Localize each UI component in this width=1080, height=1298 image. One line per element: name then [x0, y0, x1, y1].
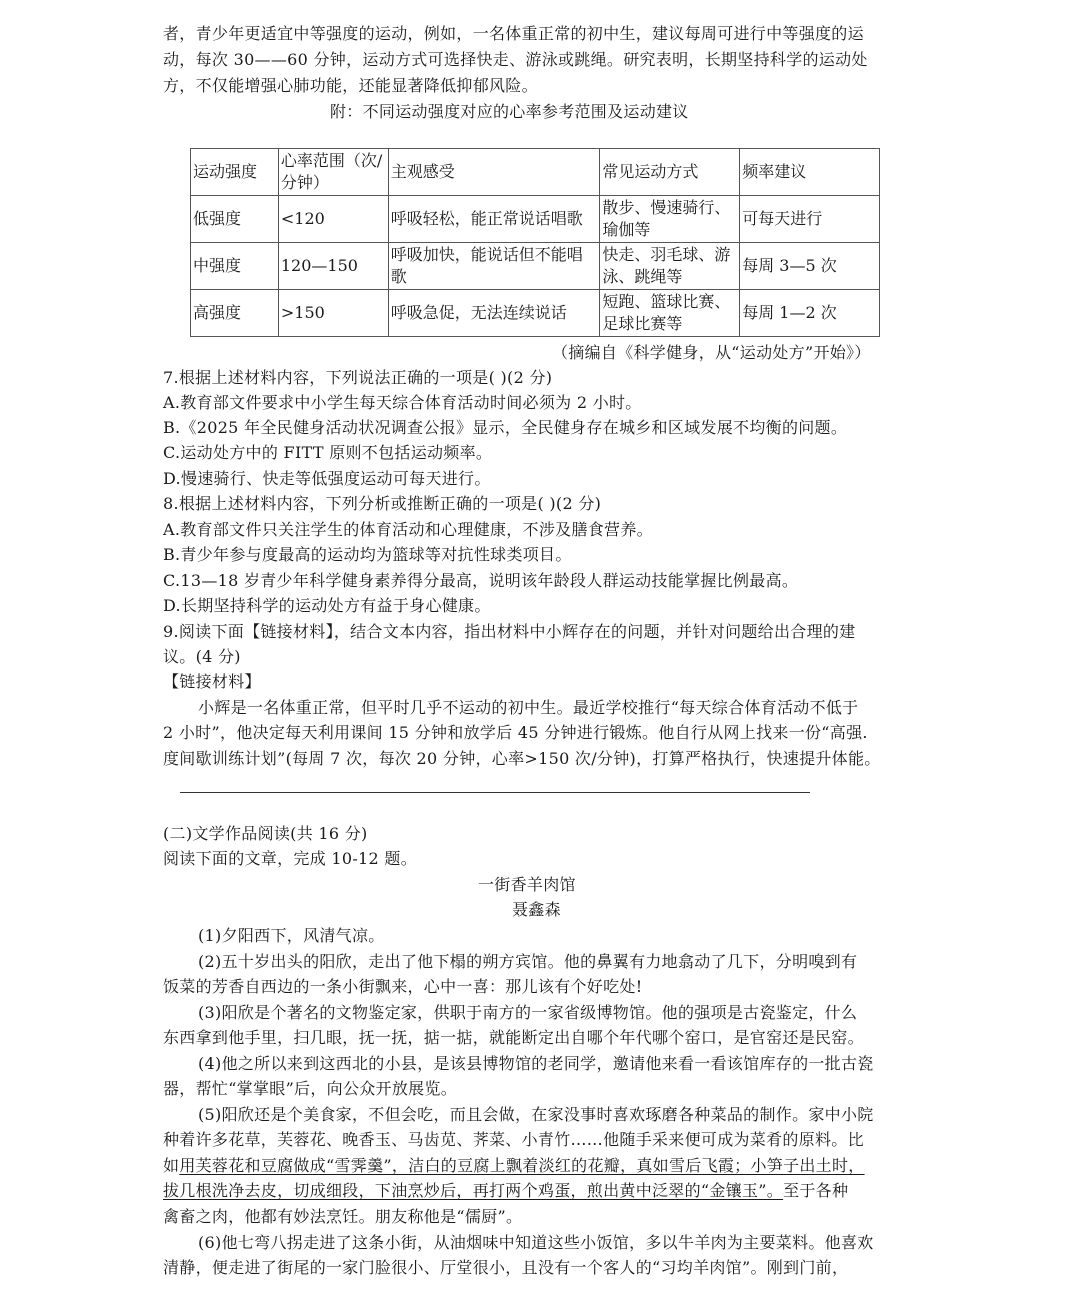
table-header-cell: 常见运动方式: [600, 149, 740, 196]
table-header-cell: 频率建议: [740, 149, 880, 196]
link-material-title: 【链接材料】: [163, 672, 261, 691]
paragraph-3-line-1: (3)阳欣是个著名的文物鉴定家，供职于南方的一家省级博物馆。他的强项是古瓷鉴定，什么: [198, 1003, 858, 1022]
q8-stem: 8.根据上述材料内容，下列分析或推断正确的一项是( )(2 分): [163, 494, 602, 513]
q7-option-a: A.教育部文件要求中小学生每天综合体育活动时间必须为 2 小时。: [163, 393, 642, 412]
table-header-row: [191, 149, 880, 196]
table-row-medium: [191, 243, 880, 290]
q7-stem: 7.根据上述材料内容，下列说法正确的一项是( )(2 分): [163, 368, 553, 387]
table-cell: 每周 1—2 次: [740, 290, 880, 337]
table-cell: 高强度: [191, 290, 279, 337]
q9-stem-line-2: 议。(4 分): [163, 647, 241, 666]
table-cell: 中强度: [191, 243, 279, 290]
q8-option-a: A.教育部文件只关注学生的体育活动和心理健康，不涉及膳食营养。: [163, 520, 653, 539]
q7-option-c: C.运动处方中的 FITT 原则不包括运动频率。: [163, 443, 493, 462]
section-divider: [180, 792, 810, 793]
table-cell: 散步、慢速骑行、瑜伽等: [600, 196, 740, 243]
table-cell: 呼吸加快，能说话但不能唱歌: [388, 243, 600, 290]
table-source: （摘编自《科学健身，从“运动处方”开始》）: [552, 343, 871, 362]
table-cell: 呼吸轻松，能正常说话唱歌: [388, 196, 600, 243]
paragraph-6-line-2: 清静，便走进了街尾的一家门脸很小、厅堂很小，且没有一个客人的“习均羊肉馆”。刚到门前，: [163, 1258, 849, 1277]
table-cell: 可每天进行: [740, 196, 880, 243]
table-cell: 快走、羽毛球、游泳、跳绳等: [600, 243, 740, 290]
underlined-passage: 拔几根洗净去皮，切成细段，下油烹炒后，再打两个鸡蛋，煎出黄中泛翠的“金镶玉”。: [163, 1181, 784, 1200]
intro-line-3: 方，不仅能增强心肺功能，还能显著降低抑郁风险。: [163, 76, 538, 95]
q7-option-b: B.《2025 年全民健身活动状况调查公报》显示，全民健身存在城乡和区域发展不均衡的问题。: [163, 418, 848, 437]
table-cell: 120—150: [278, 243, 388, 290]
paragraph-4-line-2: 器，帮忙“掌掌眼”后，向公众开放展览。: [163, 1079, 458, 1098]
table-cell: 每周 3—5 次: [740, 243, 880, 290]
intro-line-2: 动，每次 30——60 分钟，运动方式可选择快走、游泳或跳绳。研究表明，长期坚持科学的运动处: [163, 50, 868, 69]
table-cell: >150: [278, 290, 388, 337]
paragraph-5-text: 至于各种: [783, 1181, 849, 1200]
paragraph-2-line-1: (2)五十岁出头的阳欣，走出了他下榻的朔方宾馆。他的鼻翼有力地翕动了几下，分明嗅到有: [198, 952, 858, 971]
article-author: 聂鑫森: [512, 900, 561, 919]
table-row-low: [191, 196, 880, 243]
intro-line-1: 者，青少年更适宜中等强度的运动，例如，一名体重正常的初中生，建议每周可进行中等强度的运: [163, 24, 864, 43]
table-cell: 短跑、篮球比赛、足球比赛等: [600, 290, 740, 337]
q8-option-c: C.13—18 岁青少年科学健身素养得分最高，说明该年龄段人群运动技能掌握比例最高。: [163, 571, 799, 590]
table-caption: 附：不同运动强度对应的心率参考范围及运动建议: [330, 102, 689, 121]
table-row-high: [191, 290, 880, 337]
table-header-cell: 运动强度: [191, 149, 279, 196]
table-cell: <120: [278, 196, 388, 243]
underlined-passage: 用芙蓉花和豆腐做成“雪霁羹”，洁白的豆腐上飘着淡红的花瓣，真如雪后飞霞；小笋子出土时，: [179, 1156, 865, 1175]
paragraph-3-line-2: 东西拿到他手里，扫几眼，抚一抚，掂一掂，就能断定出自哪个年代哪个窑口，是官窑还是民窑。: [163, 1028, 864, 1047]
paragraph-5-line-1: (5)阳欣还是个美食家，不但会吃，而且会做，在家没事时喜欢琢磨各种菜品的制作。家中小院: [198, 1105, 874, 1124]
link-material-line-2: 2 小时”，他决定每天利用课间 15 分钟和放学后 45 分钟进行锻炼。他自行从网上找来一份“高强.: [163, 723, 868, 742]
link-material-line-3: 度间歇训练计划”(每周 7 次，每次 20 分钟，心率>150 次/分钟)，打算严格执行，快速提升体能。: [163, 749, 881, 768]
q7-option-d: D.慢速骑行、快走等低强度运动可每天进行。: [163, 469, 491, 488]
paragraph-5-line-4: [163, 1179, 848, 1203]
link-material-line-1: 小辉是一名体重正常，但平时几乎不运动的初中生。最近学校推行“每天综合体育活动不低于: [198, 698, 859, 717]
table-cell: 低强度: [191, 196, 279, 243]
table-cell: 呼吸急促，无法连续说话: [388, 290, 600, 337]
paragraph-5-text: 如: [163, 1156, 180, 1175]
q8-option-d: D.长期坚持科学的运动处方有益于身心健康。: [163, 596, 491, 615]
article-title: 一街香羊肉馆: [478, 875, 576, 894]
paragraph-5-line-2: 种着许多花草，芙蓉花、晚香玉、马齿苋、荠菜、小青竹……他随手采来便可成为菜肴的原料。比: [163, 1130, 864, 1149]
q8-option-b: B.青少年参与度最高的运动均为篮球等对抗性球类项目。: [163, 545, 572, 564]
table-header-cell: 主观感受: [388, 149, 600, 196]
paragraph-4-line-1: (4)他之所以来到这西北的小县，是该县博物馆的老同学，邀请他来看一看该馆库存的一批古瓷: [198, 1054, 874, 1073]
paragraph-1: (1)夕阳西下，风清气凉。: [198, 926, 385, 945]
heart-rate-table: [190, 148, 880, 337]
section2-instruction: 阅读下面的文章，完成 10-12 题。: [163, 849, 417, 868]
section2-heading: (二)文学作品阅读(共 16 分): [163, 824, 368, 843]
paragraph-5-line-3: [163, 1154, 865, 1178]
paragraph-6-line-1: (6)他七弯八拐走进了这条小街，从油烟味中知道这些小饭馆，多以牛羊肉为主要菜料。他喜欢: [198, 1233, 874, 1252]
paragraph-2-line-2: 饭菜的芳香自西边的一条小街飘来，心中一喜：那儿该有个好吃处!: [163, 977, 643, 996]
q9-stem-line-1: 9.阅读下面【链接材料】，结合文本内容，指出材料中小辉存在的问题，并针对问题给出合理的建: [163, 622, 856, 641]
table-header-cell: 心率范围（次/分钟）: [278, 149, 388, 196]
paragraph-5-line-5: 禽畜之肉，他都有妙法烹饪。朋友称他是“儒厨”。: [163, 1207, 523, 1226]
